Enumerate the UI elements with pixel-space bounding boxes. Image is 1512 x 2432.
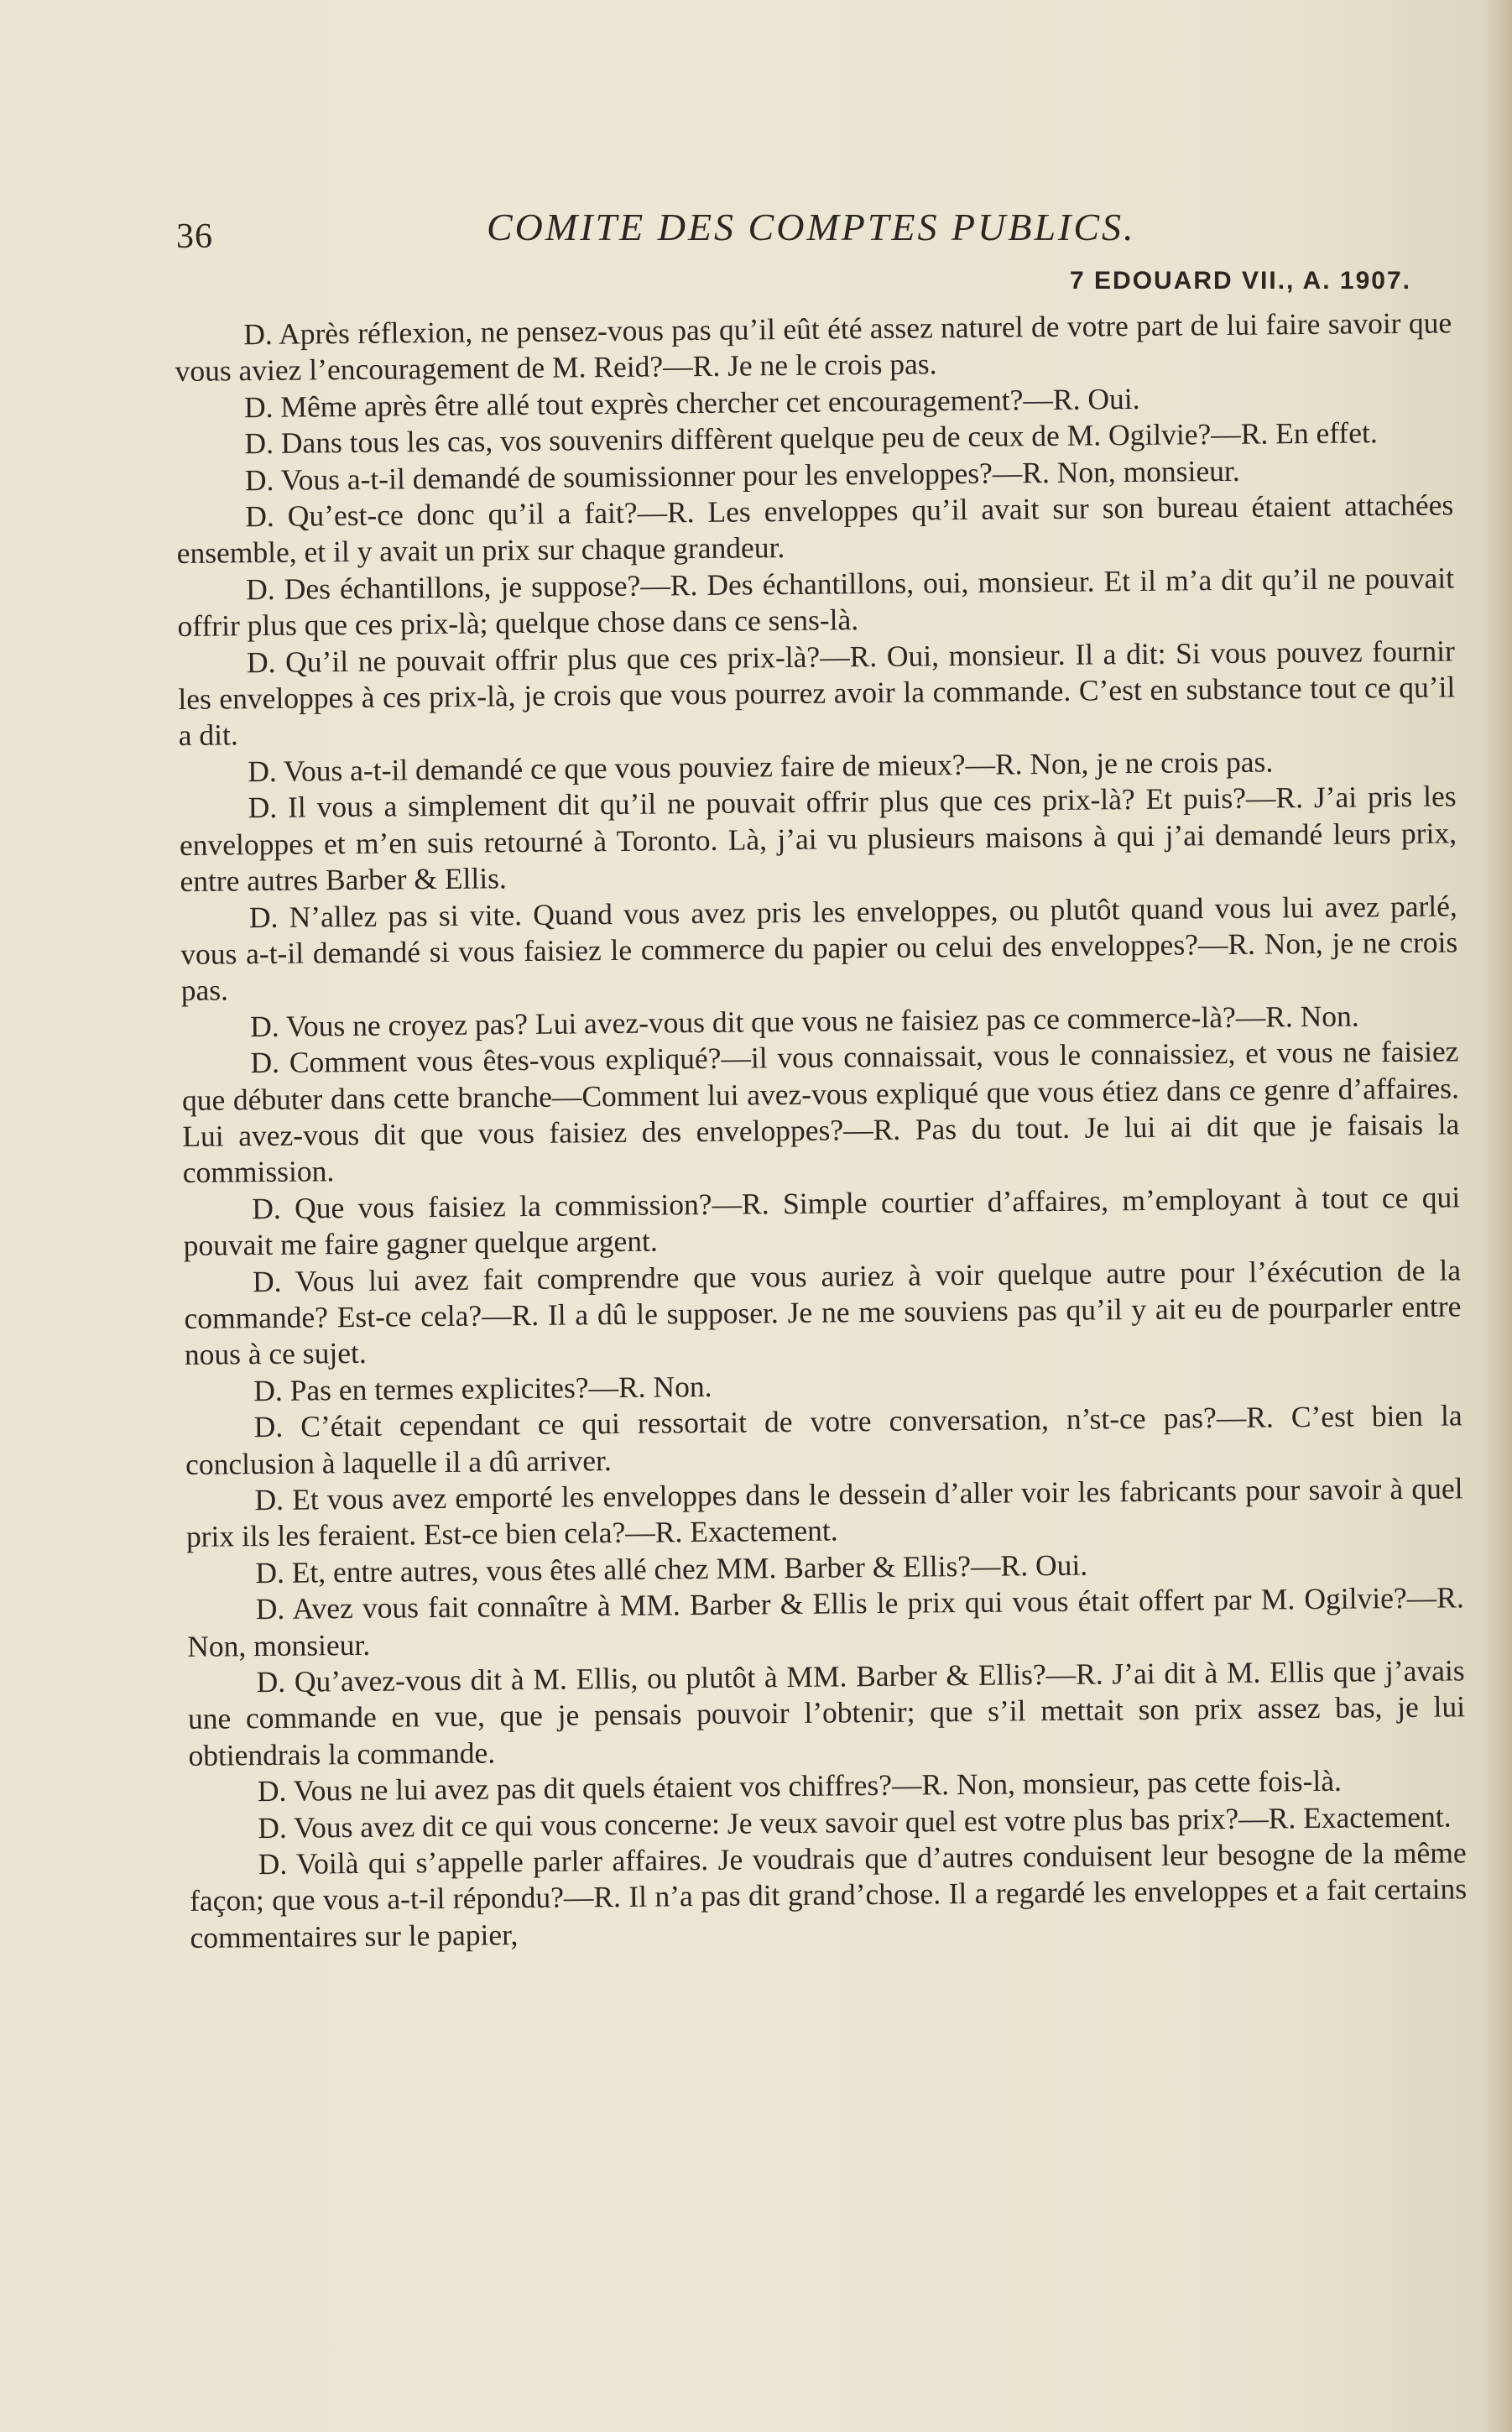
- paragraph: D. Et, entre autres, vous êtes allé chez MM. Barber & Ellis?—R. Oui.: [255, 1547, 1088, 1589]
- paragraph: D. Des échantillons, je suppose?—R. Des échantillons, oui, monsieur. Et il m’a dit qu’il ne pouvait offrir plus que ces prix-là; quelque chose dans ce sens-là.: [177, 561, 1455, 644]
- page-edge-shadow: [1483, 0, 1512, 2432]
- paragraph: D. Même après être allé tout exprès chercher cet encouragement?—R. Oui.: [243, 381, 1140, 425]
- paragraph: D. Dans tous les cas, vos souvenirs diffèrent quelque peu de ceux de M. Ogilvie?—R. En effet.: [244, 415, 1378, 461]
- paragraph: D. Vous ne lui avez pas dit quels étaient vos chiffres?—R. Non, monsieur, pas cette fois-là.: [257, 1763, 1343, 1808]
- paragraph: D. Que vous faisiez la commission?—R. Simple courtier d’affaires, m’employant à tout ce qui pouvait me faire gagner quelque argent.: [183, 1180, 1461, 1263]
- paragraph: D. C’était cependant ce qui ressortait de votre conversation, n’st-ce pas?—R. C’est bien la conclusion à laquelle il a dû arriver.: [185, 1398, 1462, 1481]
- paragraph: D. Après réflexion, ne pensez-vous pas qu’il eût été assez naturel de votre part de lui faire savoir que vous aviez l’encouragement de M. Reid?—R. Je ne le crois pas.: [175, 305, 1452, 389]
- paragraph: D. Vous a-t-il demandé de soumissionner pour les enveloppes?—R. Non, monsieur.: [244, 453, 1240, 497]
- paragraph: D. Pas en termes explicites?—R. Non.: [253, 1369, 712, 1407]
- session-reference: 7 EDOUARD VII., A. 1907.: [1070, 267, 1412, 295]
- paragraph: D. Comment vous êtes-vous expliqué?—il vous connaissait, vous le connaissiez, et vous ne faisiez que débuter dans cette branche—Comment lui avez-vous expliqué que vous étiez dans ce genre d’affaires. Lui avez-vous dit que vous faisiez des enveloppes?—R. Pas du tout. Je lui ai dit que je faisais la commission.: [181, 1034, 1460, 1190]
- paragraph: D. Qu’il ne pouvait offrir plus que ces prix-là?—R. Oui, monsieur. Il a dit: Si vous pouvez fournir les enveloppes à ces prix-là, je crois que vous pourrez avoir la commande. C’est en substance tout ce qu’il a dit.: [178, 634, 1456, 753]
- paragraph: D. N’allez pas si vite. Quand vous avez pris les enveloppes, ou plutôt quand vous lui avez parlé, vous a-t-il demandé si vous faisiez le commerce du papier ou celui des enveloppes?—R. Non, je ne crois pas.: [180, 888, 1458, 1008]
- paragraph: D. Qu’avez-vous dit à M. Ellis, ou plutôt à MM. Barber & Ellis?—R. J’ai dit à M. Ellis que j’avais une commande en vue, que je pensais pouvoir l’obtenir; que s’il mettait son prix assez bas, je lui obtiendrais la commande.: [187, 1653, 1466, 1772]
- running-title: COMITE DES COMPTES PUBLICS.: [487, 206, 1136, 248]
- paragraph: D. Qu’est-ce donc qu’il a fait?—R. Les enveloppes qu’il avait sur son bureau étaient attachées ensemble, et il y avait un prix sur chaque grandeur.: [176, 488, 1454, 571]
- paragraph: D. Voilà qui s’appelle parler affaires. Je voudrais que d’autres conduisent leur besogne de la même façon; que vous a-t-il répondu?—R. Il n’a pas dit grand’chose. Il a regardé les enveloppes et a fait certains commentaires sur le papier,: [189, 1835, 1468, 1954]
- paragraph: D. Vous a-t-il demandé ce que vous pouviez faire de mieux?—R. Non, je ne crois pas.: [248, 744, 1274, 789]
- testimony-body: [175, 305, 1468, 1956]
- page-number: 36: [176, 217, 213, 256]
- paragraph: D. Avez vous fait connaître à MM. Barber & Ellis le prix qui vous était offert par M. Ogilvie?—R. Non, monsieur.: [187, 1580, 1464, 1663]
- page-header: [176, 201, 1452, 269]
- paragraph: D. Et vous avez emporté les enveloppes dans le dessein d’aller voir les fabricants pour savoir à quel prix ils les feraient. Est-ce bien cela?—R. Exactement.: [185, 1471, 1463, 1554]
- paragraph: D. Il vous a simplement dit qu’il ne pouvait offrir plus que ces prix-là? Et puis?—R. J’ai pris les enveloppes et m’en suis retourné à Toronto. Là, j’ai vu plusieurs maisons à qui j’ai demandé leurs prix, entre autres Barber & Ellis.: [179, 779, 1457, 899]
- paragraph: D. Vous lui avez fait comprendre que vous auriez à voir quelque autre pour l’éxécution de la commande? Est-ce cela?—R. Il a dû le supposer. Je ne me souviens pas qu’il y ait eu de pourparler entre nous à ce sujet.: [184, 1252, 1462, 1372]
- paragraph: D. Vous ne croyez pas? Lui avez-vous dit que vous ne faisiez pas ce commerce-là?—R. Non.: [249, 999, 1359, 1043]
- paragraph: D. Vous avez dit ce qui vous concerne: Je veux savoir quel est votre plus bas prix?—R. Exactement.: [258, 1799, 1452, 1845]
